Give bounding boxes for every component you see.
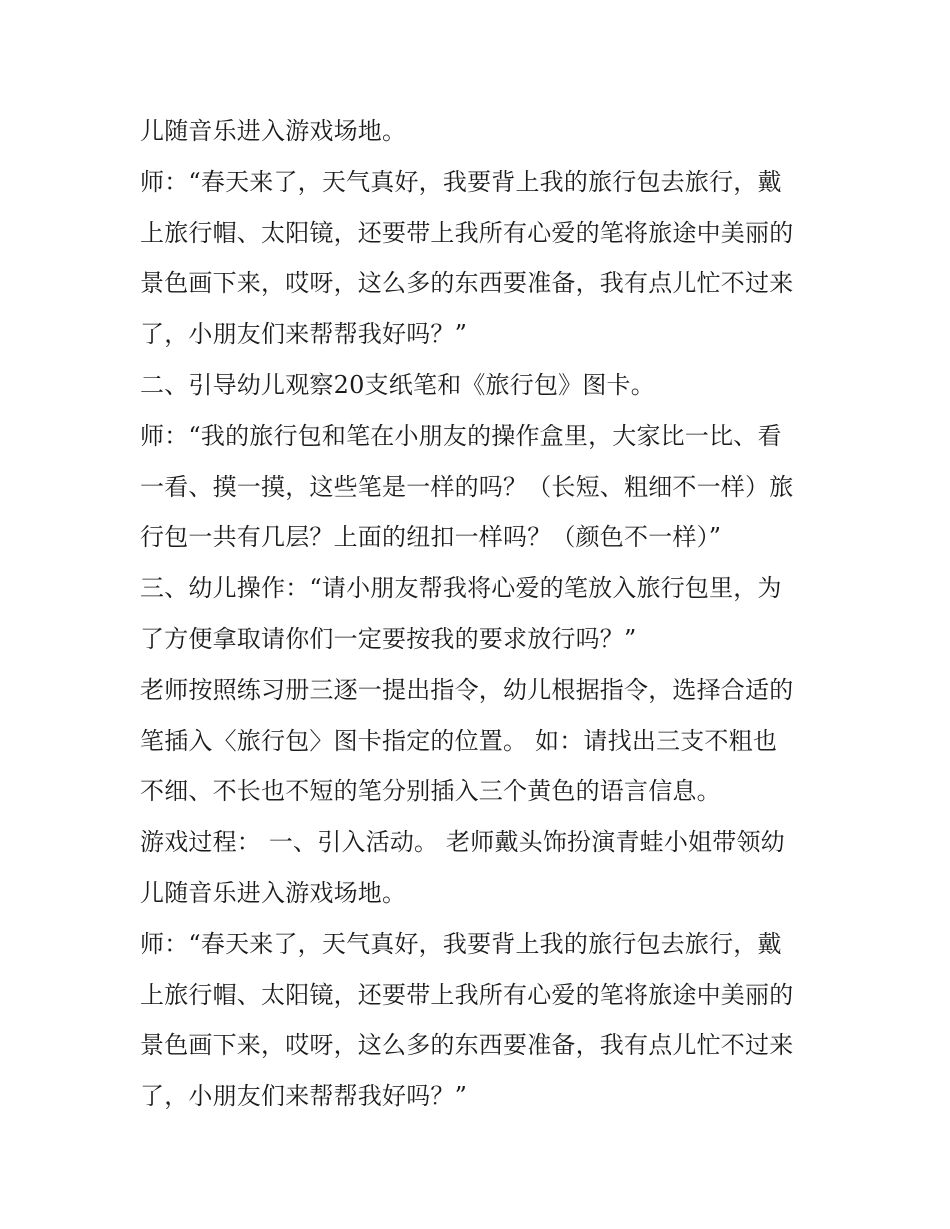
- text-line: 上旅行帽、太阳镜，还要带上我所有心爱的笔将旅途中美丽的: [140, 218, 794, 247]
- text-line: 游戏过程： 一、引入活动。 老师戴头饰扮演青蛙小姐带领幼: [140, 828, 785, 857]
- text-line: 笔插入〈旅行包〉图卡指定的位置。 如：请找出三支不粗也: [140, 726, 778, 755]
- section-heading: 三、幼儿操作：“请小朋友帮我将心爱的笔放入旅行包里，为: [140, 574, 782, 603]
- text-line: 了方便拿取请你们一定要按我的要求放行吗？”: [140, 624, 637, 653]
- section-heading: 二、引导幼儿观察20支纸笔和《旅行包》图卡。: [140, 370, 655, 399]
- text-line: 行包一共有几层？上面的纽扣一样吗？（颜色不一样）”: [140, 523, 722, 552]
- text-line: 不细、不长也不短的笔分别插入三个黄色的语言信息。: [140, 777, 721, 806]
- text-line: 儿随音乐进入游戏场地。: [140, 117, 407, 145]
- text-line: 师：“春天来了，天气真好，我要背上我的旅行包去旅行，戴: [140, 167, 782, 196]
- text-line: 一看、摸一摸，这些笔是一样的吗？（长短、粗细不一样）旅: [140, 472, 794, 501]
- text-line: 了，小朋友们来帮帮我好吗？”: [140, 320, 468, 349]
- body-text: [140, 106, 830, 1122]
- text-line: 了，小朋友们来帮帮我好吗？”: [140, 1082, 468, 1111]
- text-line: 景色画下来，哎呀，这么多的东西要准备，我有点儿忙不过来: [140, 269, 794, 298]
- text-line: 景色画下来，哎呀，这么多的东西要准备，我有点儿忙不过来: [140, 1031, 794, 1060]
- text-line: 老师按照练习册三逐一提出指令，幼儿根据指令，选择合适的: [140, 675, 794, 704]
- text-line: 师：“春天来了，天气真好，我要背上我的旅行包去旅行，戴: [140, 929, 782, 958]
- text-line: 儿随音乐进入游戏场地。: [140, 878, 407, 907]
- text-line: 师：“我的旅行包和笔在小朋友的操作盒里，大家比一比、看: [140, 421, 782, 450]
- text-line: 上旅行帽、太阳镜，还要带上我所有心爱的笔将旅途中美丽的: [140, 980, 794, 1009]
